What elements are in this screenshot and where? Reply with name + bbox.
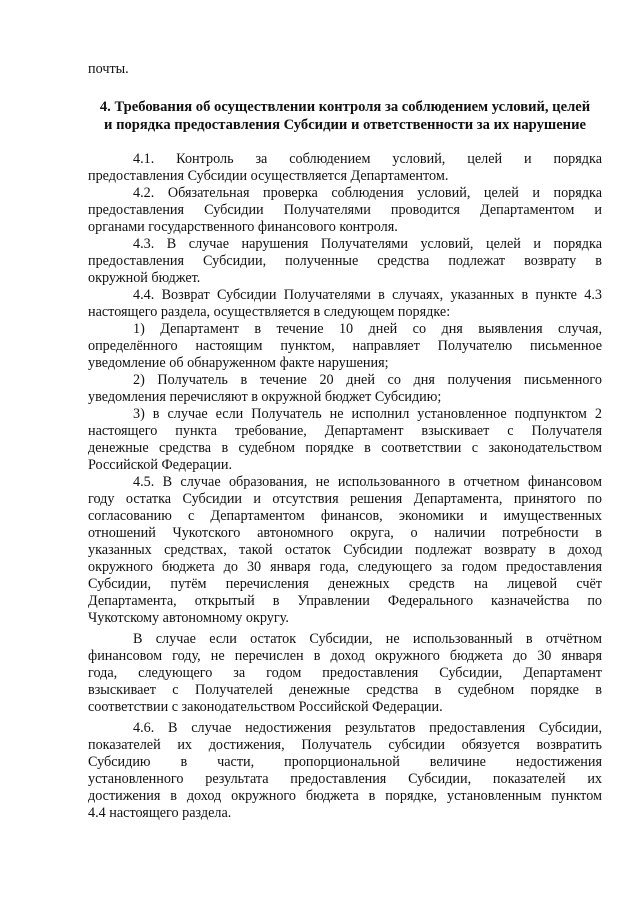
paragraph-line: 4.5. В случае образования, не использованного в отчетном финансовом [133, 474, 602, 490]
paragraph-line: 4.2. Обязательная проверка соблюдения условий, целей и порядка [133, 185, 602, 201]
paragraph-line: финансовом году, не перечислен в доход окружного бюджета до 30 января [88, 648, 602, 664]
paragraph-line: Департамента, открытый в Управлении Федерального казначейства по [88, 593, 602, 609]
paragraph-line: установленного результата предоставления Субсидии, показателей их [88, 771, 602, 787]
section-heading-line-2: и порядка предоставления Субсидии и ответственности за их нарушение [104, 117, 586, 133]
paragraph-line: настоящего пункта требование, Департамент взыскивает с Получателя [88, 423, 602, 439]
paragraph-line: уведомление об обнаруженном факте нарушения; [88, 355, 389, 371]
paragraph-line: определённого настоящим пунктом, направляет Получателю письменное [88, 338, 602, 354]
paragraph-line: Субсидию в части, пропорциональной величине недостижения [88, 754, 602, 770]
paragraph-line: предоставления Субсидии Получателями проводится Департаментом и [88, 202, 602, 218]
paragraph-line: 4.6. В случае недостижения результатов предоставления Субсидии, [133, 720, 602, 736]
paragraph-line: 4.4 настоящего раздела. [88, 805, 232, 821]
paragraph-line: соответствии с законодательством Российской Федерации. [88, 699, 443, 715]
paragraph-line: 3) в случае если Получатель не исполнил установленное подпунктом 2 [133, 406, 602, 422]
paragraph-line: году остатка Субсидии и отсутствия решения Департамента, принятого по [88, 491, 602, 507]
paragraph-line: настоящего раздела, осуществляется в следующем порядке: [88, 304, 451, 320]
paragraph-line: предоставления Субсидии осуществляется Департаментом. [88, 168, 449, 184]
paragraph-line: 4.1. Контроль за соблюдением условий, целей и порядка [133, 151, 602, 167]
paragraph-line: окружной бюджет. [88, 270, 201, 286]
top-fragment: почты. [88, 61, 129, 77]
paragraph-line: предоставления Субсидии, полученные средства подлежат возврату в [88, 253, 602, 269]
paragraph-line: года, следующего за годом предоставления Субсидии, Департамент [88, 665, 602, 681]
paragraph-line: окружного бюджета до 30 января года, следующего за годом предоставления [88, 559, 602, 575]
paragraph-line: 4.4. Возврат Субсидии Получателями в случаях, указанных в пункте 4.3 [133, 287, 602, 303]
paragraph-line: достижения в доход окружного бюджета в порядке, установленным пунктом [88, 788, 602, 804]
paragraph-line: указанных средствах, такой остаток Субсидии подлежат возврату в доход [88, 542, 602, 558]
paragraph-line: Чукотскому автономному округу. [88, 610, 289, 626]
paragraph-line: уведомления перечисляют в окружной бюджет Субсидию; [88, 389, 442, 405]
section-heading-line-1: 4. Требования об осуществлении контроля за соблюдением условий, целей [99, 99, 591, 115]
paragraph-line: отношений Чукотского автономного округа, о наличии потребности в [88, 525, 602, 541]
paragraph-line: взыскивает с Получателей денежные средства в судебном порядке в [88, 682, 602, 698]
paragraph-line: 1) Департамент в течение 10 дней со дня выявления случая, [133, 321, 602, 337]
paragraph-line: Субсидии, путём перечисления денежных средств на лицевой счёт [88, 576, 602, 592]
paragraph-line: 4.3. В случае нарушения Получателями условий, целей и порядка [133, 236, 602, 252]
paragraph-line: 2) Получатель в течение 20 дней со дня получения письменного [133, 372, 602, 388]
paragraph-line: денежные средства в судебном порядке в соответствии с законодательством [88, 440, 602, 456]
paragraph-line: Российской Федерации. [88, 457, 233, 473]
paragraph-line: органами государственного финансового контроля. [88, 219, 398, 235]
paragraph-line: согласованию с Департаментом финансов, экономики и имущественных [88, 508, 602, 524]
paragraph-line: В случае если остаток Субсидии, не использованный в отчётном [133, 631, 602, 647]
paragraph-line: показателей их достижения, Получатель субсидии обязуется возвратить [88, 737, 602, 753]
